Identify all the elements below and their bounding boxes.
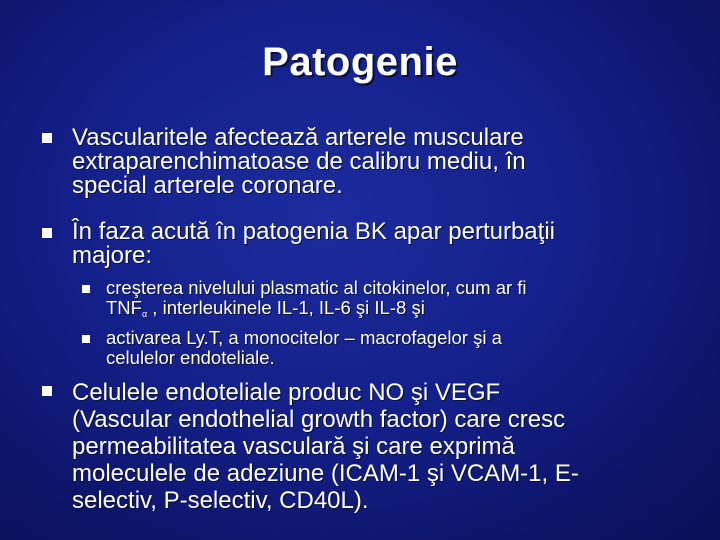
sub-bullet-text	[106, 278, 527, 324]
sub-bullet-line	[106, 298, 527, 324]
square-bullet-icon	[42, 228, 52, 238]
bullet-line: extraparenchimatoase de calibru mediu, în	[72, 148, 526, 175]
bullet-text	[72, 220, 555, 268]
bullet-line: Vascularitele afectează arterele musculare	[72, 124, 524, 151]
bullet-line: permeabilitatea vasculară şi care exprimă	[72, 433, 515, 460]
sub-bullet-line: celulelor endoteliale.	[106, 347, 275, 368]
slide-title: Patogenie	[262, 40, 458, 84]
bullet-line: majore:	[72, 242, 153, 269]
bullet-line: selectiv, P-selectiv, CD40L).	[72, 487, 369, 514]
square-bullet-icon	[42, 133, 52, 143]
square-bullet-icon	[82, 285, 90, 293]
sub-bullet-text	[106, 328, 502, 368]
square-bullet-icon	[82, 335, 90, 343]
square-bullet-icon	[42, 386, 52, 396]
interleukins-text: , interleukinele IL-1, IL-6 şi IL-8 şi	[147, 297, 425, 318]
sub-bullet-line: creşterea nivelului plasmatic al citokinelor, cum ar fi	[106, 277, 527, 298]
bullet-text	[72, 379, 579, 514]
bullet-text	[72, 126, 526, 198]
bullet-line: În faza acută în patogenia BK apar perturbaţii	[72, 218, 555, 245]
bullet-line: moleculele de adeziune (ICAM-1 şi VCAM-1, E-	[72, 460, 579, 487]
bullet-line: Celulele endoteliale produc NO şi VEGF	[72, 379, 501, 406]
bullet-line: (Vascular endothelial growth factor) care cresc	[72, 406, 566, 433]
sub-bullet-line: activarea Ly.T, a monocitelor – macrofagelor şi a	[106, 327, 502, 348]
bullet-line: special arterele coronare.	[72, 172, 343, 199]
tnf-label: TNF	[106, 297, 142, 318]
alpha-subscript: α	[141, 309, 148, 319]
